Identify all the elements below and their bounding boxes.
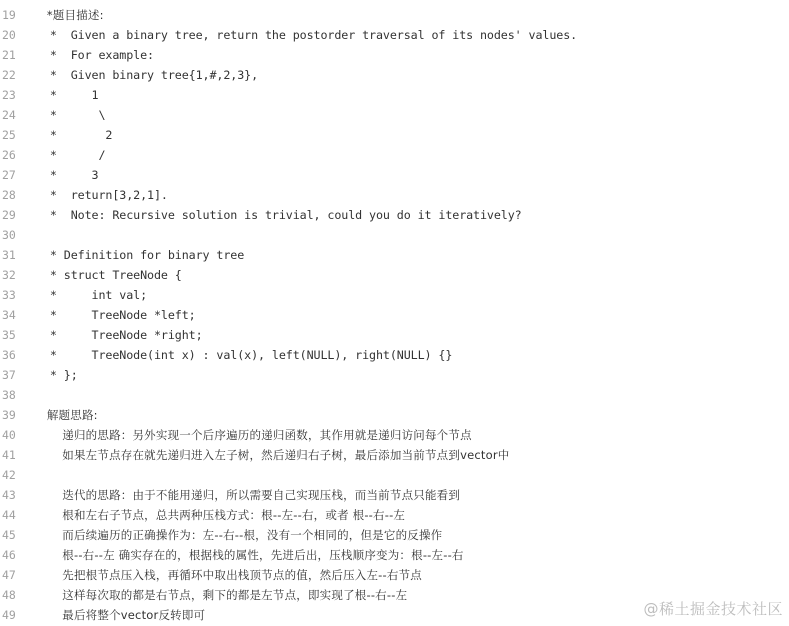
line-number: 24 bbox=[2, 108, 16, 122]
line-number: 28 bbox=[2, 188, 16, 202]
line-number: 47 bbox=[2, 568, 16, 582]
code-line bbox=[0, 545, 789, 565]
code-line bbox=[0, 225, 789, 245]
line-text: *题目描述: bbox=[43, 8, 104, 22]
code-line bbox=[0, 365, 789, 385]
line-number: 48 bbox=[2, 588, 16, 602]
code-line bbox=[0, 45, 789, 65]
code-line bbox=[0, 85, 789, 105]
line-number: 35 bbox=[2, 328, 16, 342]
code-line bbox=[0, 25, 789, 45]
line-text: * 2 bbox=[43, 128, 113, 142]
code-line bbox=[0, 145, 789, 165]
line-text: * Definition for binary tree bbox=[43, 248, 245, 262]
code-viewer bbox=[0, 5, 789, 625]
line-number: 26 bbox=[2, 148, 16, 162]
line-text: 解题思路: bbox=[43, 408, 98, 422]
line-text: 如果左节点存在就先递归进入左子树，然后递归右子树，最后添加当前节点到vector中 bbox=[43, 448, 510, 462]
line-number: 25 bbox=[2, 128, 16, 142]
code-line bbox=[0, 345, 789, 365]
code-line bbox=[0, 445, 789, 465]
code-line bbox=[0, 385, 789, 405]
line-number: 41 bbox=[2, 448, 16, 462]
line-number: 40 bbox=[2, 428, 16, 442]
line-number: 29 bbox=[2, 208, 16, 222]
code-line bbox=[0, 325, 789, 345]
code-line bbox=[0, 405, 789, 425]
line-text: * / bbox=[43, 148, 106, 162]
line-text: * return[3,2,1]. bbox=[43, 188, 168, 202]
line-number: 36 bbox=[2, 348, 16, 362]
line-text: 根--右--左 确实存在的，根据栈的属性，先进后出，压栈顺序变为：根--左--右 bbox=[43, 548, 464, 562]
line-number: 44 bbox=[2, 508, 16, 522]
line-text: * struct TreeNode { bbox=[43, 268, 182, 282]
watermark: @稀土掘金技术社区 bbox=[643, 600, 783, 618]
line-number: 21 bbox=[2, 48, 16, 62]
code-line bbox=[0, 185, 789, 205]
code-line bbox=[0, 245, 789, 265]
code-line bbox=[0, 305, 789, 325]
line-number: 33 bbox=[2, 288, 16, 302]
line-number: 42 bbox=[2, 468, 16, 482]
code-line bbox=[0, 525, 789, 545]
line-text: 迭代的思路：由于不能用递归，所以需要自己实现压栈，而当前节点只能看到 bbox=[43, 488, 461, 502]
line-number: 19 bbox=[2, 8, 16, 22]
line-text: * int val; bbox=[43, 288, 148, 302]
line-number: 20 bbox=[2, 28, 16, 42]
code-line bbox=[0, 485, 789, 505]
line-text: * Given a binary tree, return the postorder traversal of its nodes' values. bbox=[43, 28, 578, 42]
line-number: 23 bbox=[2, 88, 16, 102]
line-number: 34 bbox=[2, 308, 16, 322]
code-line bbox=[0, 5, 789, 25]
line-text: 先把根节点压入栈，再循环中取出栈顶节点的值，然后压入左--右节点 bbox=[43, 568, 422, 582]
line-number: 31 bbox=[2, 248, 16, 262]
line-number: 49 bbox=[2, 608, 16, 622]
code-line bbox=[0, 205, 789, 225]
line-text: * Given binary tree{1,#,2,3}, bbox=[43, 68, 259, 82]
line-number: 32 bbox=[2, 268, 16, 282]
code-line bbox=[0, 565, 789, 585]
line-number: 45 bbox=[2, 528, 16, 542]
code-line bbox=[0, 505, 789, 525]
code-line bbox=[0, 465, 789, 485]
line-number: 27 bbox=[2, 168, 16, 182]
line-text: * TreeNode *right; bbox=[43, 328, 203, 342]
line-text: 这样每次取的都是右节点，剩下的都是左节点，即实现了根--右--左 bbox=[43, 588, 408, 602]
code-line bbox=[0, 285, 789, 305]
line-text: 递归的思路：另外实现一个后序遍历的递归函数，其作用就是递归访问每个节点 bbox=[43, 428, 472, 442]
line-text: * For example: bbox=[43, 48, 154, 62]
line-text: * 3 bbox=[43, 168, 99, 182]
code-line bbox=[0, 105, 789, 125]
line-number: 46 bbox=[2, 548, 16, 562]
line-text: * TreeNode(int x) : val(x), left(NULL), right(NULL) {} bbox=[43, 348, 453, 362]
code-line bbox=[0, 65, 789, 85]
line-text: * }; bbox=[43, 368, 78, 382]
code-line bbox=[0, 265, 789, 285]
line-number: 43 bbox=[2, 488, 16, 502]
line-text: 根和左右子节点，总共两种压栈方式：根--左--右，或者 根--右--左 bbox=[43, 508, 406, 522]
line-number: 38 bbox=[2, 388, 16, 402]
line-number: 39 bbox=[2, 408, 16, 422]
line-number: 22 bbox=[2, 68, 16, 82]
code-line bbox=[0, 165, 789, 185]
code-line bbox=[0, 125, 789, 145]
line-text: * 1 bbox=[43, 88, 99, 102]
line-text: 最后将整个vector反转即可 bbox=[43, 608, 206, 622]
line-text: * \ bbox=[43, 108, 106, 122]
line-number: 37 bbox=[2, 368, 16, 382]
line-text: 而后续遍历的正确操作为：左--右--根，没有一个相同的，但是它的反操作 bbox=[43, 528, 443, 542]
line-number: 30 bbox=[2, 228, 16, 242]
code-line bbox=[0, 425, 789, 445]
line-text: * Note: Recursive solution is trivial, could you do it iteratively? bbox=[43, 208, 522, 222]
line-text: * TreeNode *left; bbox=[43, 308, 196, 322]
